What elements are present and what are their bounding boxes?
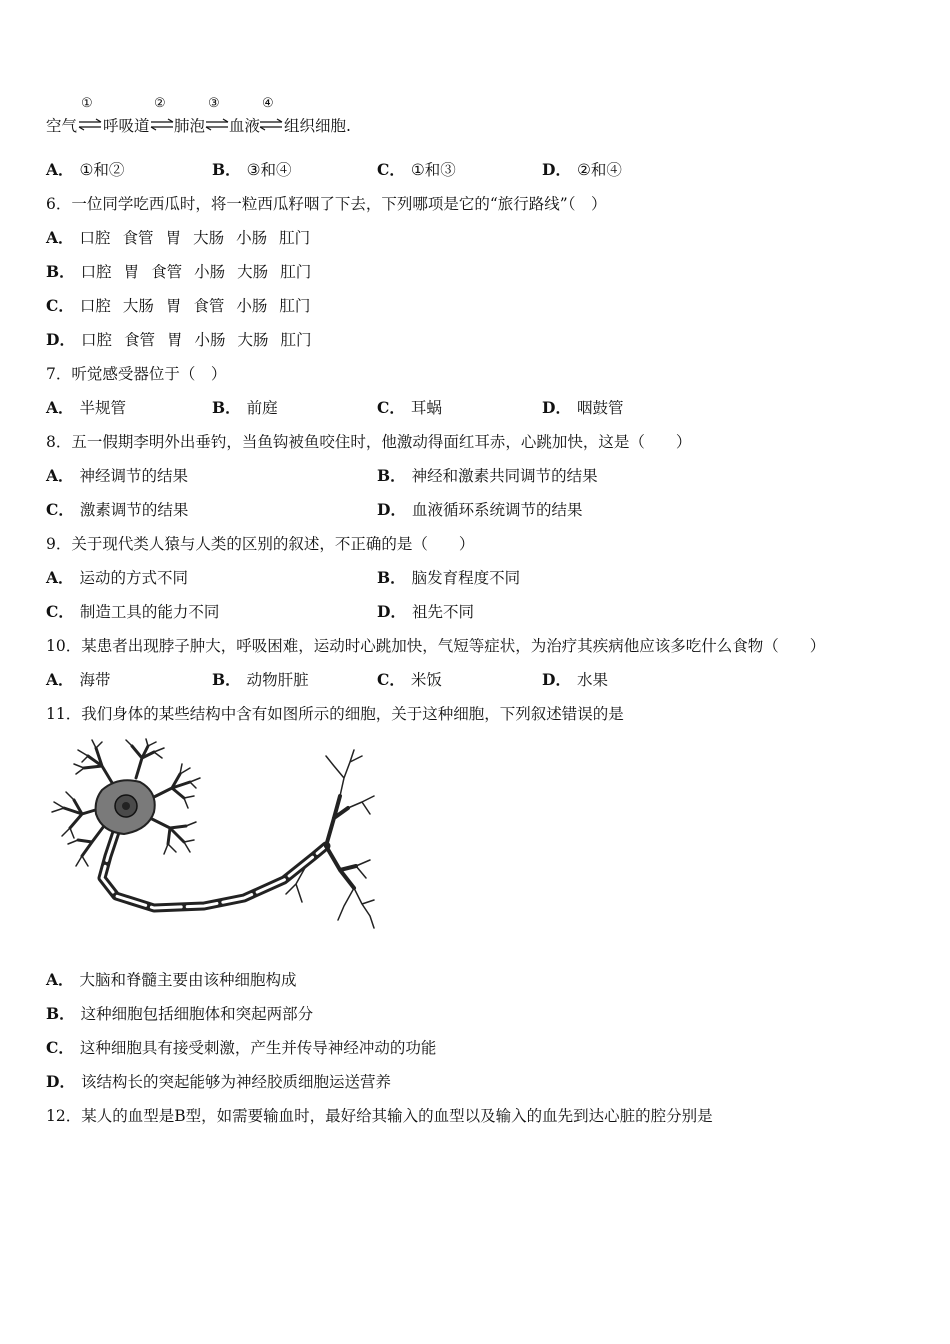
q11-stem: 11．我们身体的某些结构中含有如图所示的细胞，关于这种细胞，下列叙述错误的是	[46, 705, 624, 723]
chain-marker-3: ③	[208, 96, 220, 111]
q12-stem: 12．某人的血型是B型，如需要输血时，最好给其输入的血型以及输入的血先到达心脏的腔分别是	[46, 1107, 713, 1125]
q8-option-a[interactable]: A． 神经调节的结果	[46, 466, 189, 485]
q5-option-d[interactable]: D． ②和④	[542, 160, 622, 179]
chain-marker-1: ①	[81, 96, 93, 111]
q9-stem: 9．关于现代类人猿与人类的区别的叙述，不正确的是（ ）	[46, 535, 475, 553]
reversible-arrow-icon	[78, 118, 102, 132]
q7-option-a[interactable]: A． 半规管	[46, 398, 127, 417]
q7-stem: 7．听觉感受器位于（ ）	[46, 365, 227, 383]
reversible-arrow-icon	[205, 118, 229, 132]
q5-option-a[interactable]: A． ①和②	[46, 160, 125, 179]
chain-marker-2: ②	[154, 96, 166, 111]
q6-stem: 6．一位同学吃西瓜时，将一粒西瓜籽咽了下去，下列哪项是它的“旅行路线”（ ）	[46, 195, 607, 213]
q6-option-a[interactable]: A． 口腔 食管 胃 大肠 小肠 肛门	[46, 228, 311, 247]
q7-option-b[interactable]: B． 前庭	[212, 398, 278, 417]
q11-option-d[interactable]: D． 该结构长的突起能够为神经胶质细胞运送营养	[46, 1072, 391, 1091]
chain-node-tissue-cells: 组织细胞.	[284, 117, 351, 135]
chain-node-alveoli: 肺泡	[174, 117, 206, 135]
q9-option-c[interactable]: C． 制造工具的能力不同	[46, 602, 220, 621]
chain-node-blood: 血液	[229, 117, 261, 135]
q6-option-b[interactable]: B． 口腔 胃 食管 小肠 大肠 肛门	[46, 262, 312, 281]
q10-option-a[interactable]: A． 海带	[46, 670, 111, 689]
q8-option-b[interactable]: B． 神经和激素共同调节的结果	[377, 466, 598, 485]
q10-option-d[interactable]: D． 水果	[542, 670, 608, 689]
q7-option-d[interactable]: D． 咽鼓管	[542, 398, 624, 417]
chain-node-air: 空气	[46, 117, 78, 135]
q8-option-d[interactable]: D． 血液循环系统调节的结果	[377, 500, 583, 519]
q10-option-c[interactable]: C． 米饭	[377, 670, 442, 689]
neuron-diagram	[44, 738, 384, 943]
q11-option-a[interactable]: A． 大脑和脊髓主要由该种细胞构成	[46, 970, 297, 989]
reversible-arrow-icon	[150, 118, 174, 132]
reversible-arrow-icon	[259, 118, 283, 132]
q6-option-d[interactable]: D． 口腔 食管 胃 小肠 大肠 肛门	[46, 330, 312, 349]
q10-option-b[interactable]: B． 动物肝脏	[212, 670, 309, 689]
chain-node-airway: 呼吸道	[103, 117, 150, 135]
q6-option-c[interactable]: C． 口腔 大肠 胃 食管 小肠 肛门	[46, 296, 311, 315]
q11-option-c[interactable]: C． 这种细胞具有接受刺激，产生并传导神经冲动的功能	[46, 1038, 437, 1057]
q8-option-c[interactable]: C． 激素调节的结果	[46, 500, 189, 519]
q10-stem: 10．某患者出现脖子肿大，呼吸困难，运动时心跳加快，气短等症状，为治疗其疾病他应该多吃什么食物（ ）	[46, 637, 826, 655]
q9-option-d[interactable]: D． 祖先不同	[377, 602, 474, 621]
q11-option-b[interactable]: B． 这种细胞包括细胞体和突起两部分	[46, 1004, 314, 1023]
chain-marker-4: ④	[262, 96, 274, 111]
q5-option-c[interactable]: C． ①和③	[377, 160, 456, 179]
q9-option-b[interactable]: B． 脑发育程度不同	[377, 568, 521, 587]
q9-option-a[interactable]: A． 运动的方式不同	[46, 568, 189, 587]
q7-option-c[interactable]: C． 耳蜗	[377, 398, 442, 417]
q8-stem: 8．五一假期李明外出垂钓，当鱼钩被鱼咬住时，他激动得面红耳赤，心跳加快，这是（ ）	[46, 433, 692, 451]
q5-option-b[interactable]: B． ③和④	[212, 160, 292, 179]
